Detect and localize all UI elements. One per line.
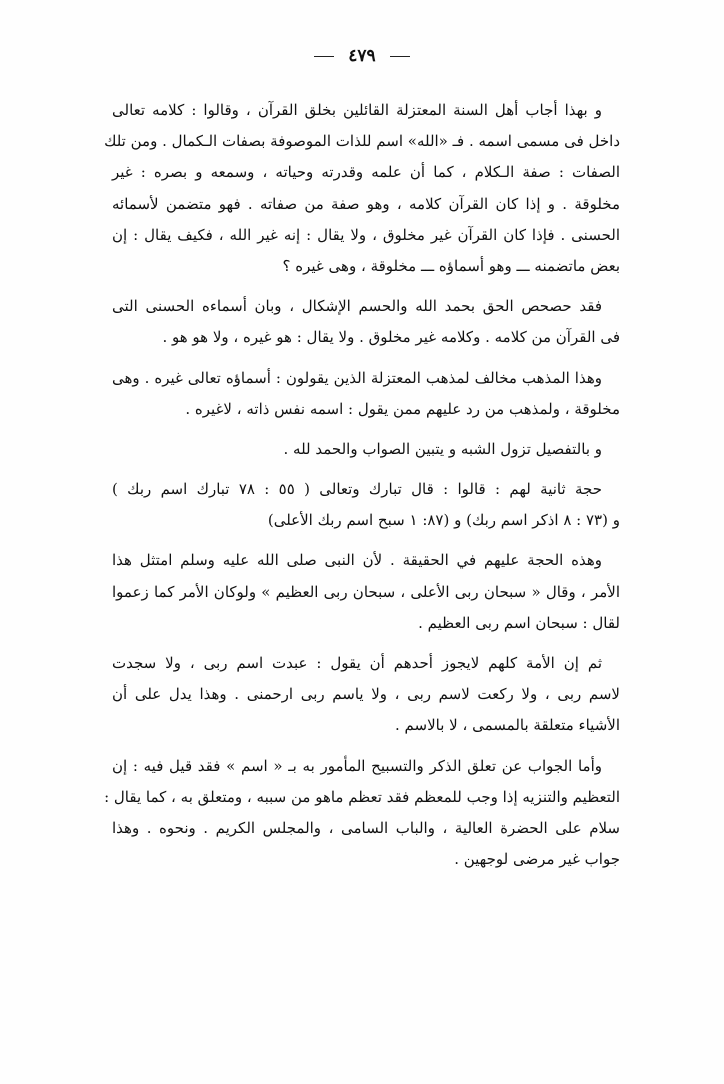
paragraph (112, 545, 620, 639)
text-line: و بالتفصيل تزول الشبه و يتبين الصواب والحمد لله . (283, 439, 602, 458)
text-line: التعظيم والتنزيه إذا وجب للمعظم فقد تعظم ماهو من سببه ، ومتعلق به ، كما يقال : (104, 787, 620, 806)
text-line: مخلوقة . و إذا كان القرآن كلامه ، وهو صفة من صفاته . فهو متضمن لأسمائه (112, 194, 620, 213)
paragraph (112, 648, 620, 742)
text-line: و بهذا أجاب أهل السنة المعتزلة القائلين بخلق القرآن ، وقالوا : كلامه تعالى (112, 101, 602, 119)
text-line: وهذه الحجة عليهم في الحقيقة . لأن النبى صلى الله عليه وسلم امتثل هذا (112, 551, 602, 570)
text-line: لقال : سبحان اسم ربى العظيم . (418, 613, 620, 632)
paragraph (112, 363, 620, 425)
text-line: الحسنى . فإذا كان القرآن غير مخلوق ، ولا يقال : إنه غير الله ، فكيف يقال : إن (112, 225, 620, 244)
paragraph (112, 434, 620, 465)
header-dash-left (314, 56, 334, 57)
text-line: جواب غير مرضى لوجهين . (454, 850, 620, 869)
text-line: الأمر ، وقال « سبحان ربى الأعلى ، سبحان ربى العظيم » ولوكان الأمر كما زعموا (112, 582, 620, 601)
text-line: بعض ماتضمنه ـــ وهو أسماؤه ـــ مخلوقة ، وهى غيره ؟ (282, 256, 620, 275)
text-line: ثم إن الأمة كلهم لايجوز أحدهم أن يقول : عبدت اسم ربى ، ولا سجدت (112, 654, 602, 672)
text-line: سلام على الحضرة العالية ، والباب السامى ، والمجلس الكريم . ونحوه . وهذا (112, 818, 620, 837)
text-line: فى القرآن من كلامه . وكلامه غير مخلوق . ولا يقال : هو غيره ، ولا هو هو . (162, 328, 620, 347)
page-header (0, 46, 724, 66)
paragraph (112, 291, 620, 353)
paragraph (104, 95, 620, 282)
text-line: و (٧٣ : ٨ اذكر اسم ربك) و (٨٧: ١ سبح اسم ربك الأعلى) (267, 511, 620, 530)
text-line: داخل فى مسمى اسمه . فـ «الله» اسم للذات الموصوفة بصفات الـكمال . ومن تلك (104, 132, 620, 151)
text-line: حجة ثانية لهم : قالوا : قال تبارك وتعالى ( ٥٥ : ٧٨ تبارك اسم ربك ) (112, 480, 602, 499)
paragraph (112, 474, 620, 536)
text-line: الأشياء متعلقة بالمسمى ، لا بالاسم . (395, 716, 620, 735)
header-dash-right (390, 56, 410, 57)
paragraph (104, 751, 620, 876)
text-line: وهذا المذهب مخالف لمذهب المعتزلة الذين يقولون : أسماؤه تعالى غيره . وهى (112, 368, 602, 387)
text-line: الصفات : صفة الـكلام ، كما أن علمه وقدرته وحياته ، وسمعه و بصره : غير (112, 163, 620, 182)
page-body (104, 95, 620, 884)
text-line: مخلوقة ، ولمذهب من رد عليهم ممن يقول : اسمه نفس ذاته ، لاغيره . (185, 399, 620, 418)
text-line: وأما الجواب عن تعلق الذكر والتسبيح المأمور به بـ « اسم » فقد قيل فيه : إن (112, 756, 602, 775)
page-number: ٤٧٩ (348, 46, 376, 66)
text-line: لاسم ربى ، ولا ركعت لاسم ربى ، ولا ياسم ربى ارحمنى . وهذا يدل على أن (112, 685, 620, 704)
text-line: فقد حصحص الحق بحمد الله والحسم الإشكال ، وبان أسماءه الحسنى التى (112, 297, 602, 316)
